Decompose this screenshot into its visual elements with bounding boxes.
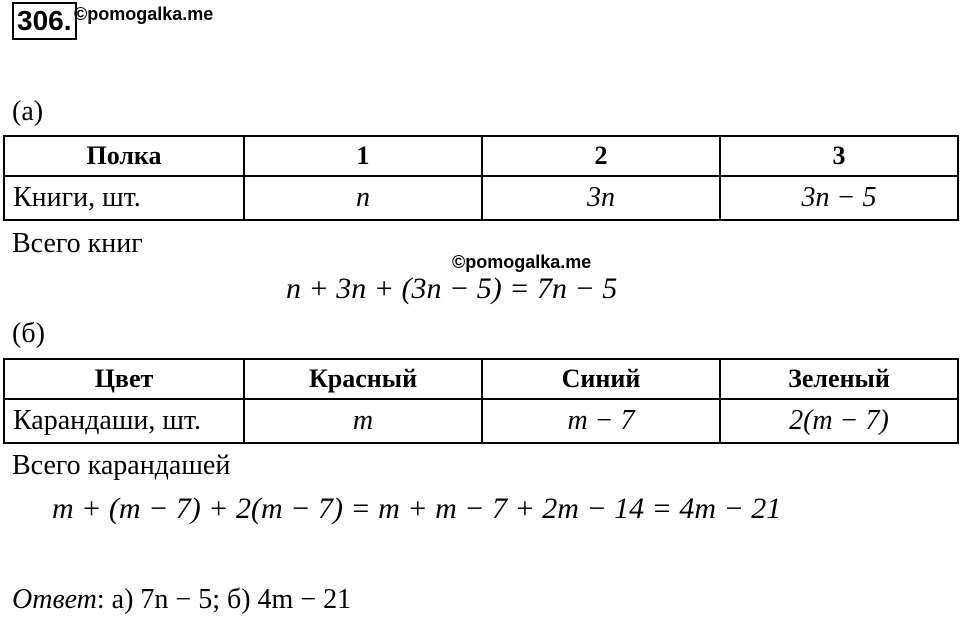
pencils-table	[3, 358, 959, 444]
table-cell: m	[244, 399, 482, 443]
header-cell: Зеленый	[720, 359, 958, 399]
table-cell: 3n	[482, 176, 720, 220]
row-label: Книги, шт.	[4, 176, 244, 220]
watermark-middle: ©pomogalka.me	[452, 252, 592, 272]
table-row	[4, 176, 958, 220]
watermark-top: ©pomogalka.me	[74, 4, 214, 24]
header-cell: Цвет	[4, 359, 244, 399]
table-cell: 2(m − 7)	[720, 399, 958, 443]
table-cell: n	[244, 176, 482, 220]
part-a-label: (а)	[12, 96, 44, 127]
part-b-label: (б)	[12, 318, 45, 349]
table-header-row	[4, 359, 958, 399]
header-cell: 2	[482, 136, 720, 176]
books-equation: n + 3n + (3n − 5) = 7n − 5	[286, 272, 618, 305]
problem-number: 306.	[12, 2, 77, 40]
table-cell: 3n − 5	[720, 176, 958, 220]
row-label: Карандаши, шт.	[4, 399, 244, 443]
table-header-row	[4, 136, 958, 176]
answer-label: Ответ	[12, 584, 97, 615]
shelves-table	[3, 135, 959, 221]
table-cell: m − 7	[482, 399, 720, 443]
header-cell: 1	[244, 136, 482, 176]
table-row	[4, 399, 958, 443]
books-total-label: Всего книг	[12, 228, 143, 259]
header-cell: Красный	[244, 359, 482, 399]
pencils-total-label: Всего карандашей	[12, 450, 231, 481]
answer-line	[12, 584, 351, 616]
answer-text: : а) 7n − 5; б) 4m − 21	[96, 584, 352, 615]
header-cell: 3	[720, 136, 958, 176]
pencils-equation: m + (m − 7) + 2(m − 7) = m + m − 7 + 2m − 14 = 4m − 21	[52, 492, 782, 525]
header-cell: Синий	[482, 359, 720, 399]
header-cell: Полка	[4, 136, 244, 176]
